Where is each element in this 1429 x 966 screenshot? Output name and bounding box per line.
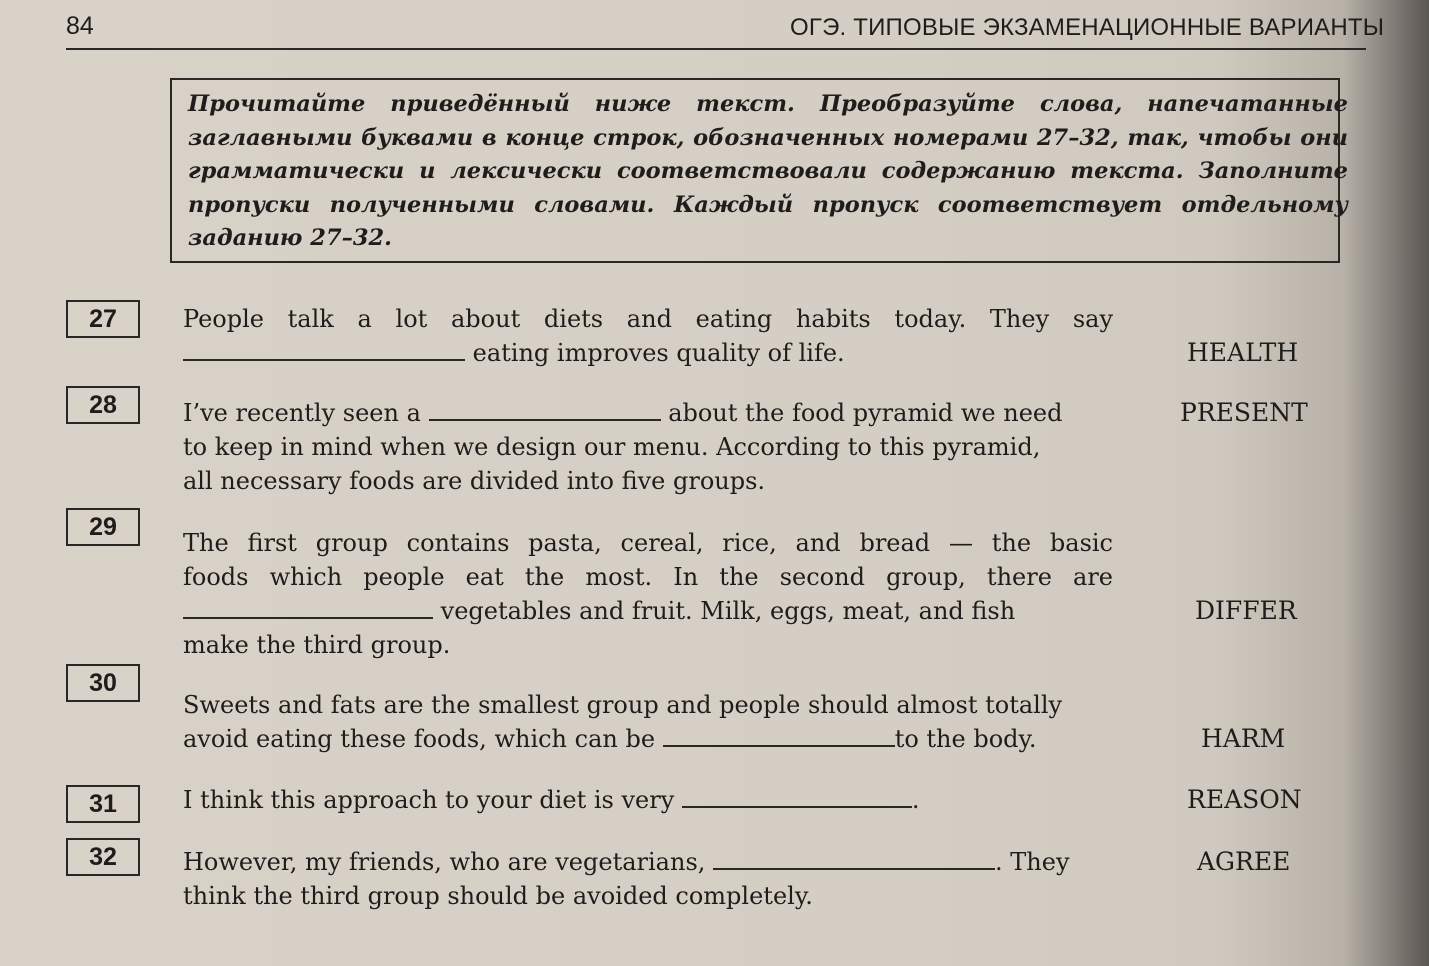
task-30-number: 30: [66, 664, 140, 702]
task-32-line-2: think the third group should be avoided completely.: [183, 882, 813, 910]
task-28-blank[interactable]: [429, 397, 661, 421]
task-31-line-1: [183, 783, 920, 817]
task-30-keyword: HARM: [1201, 724, 1286, 753]
instructions-text: Прочитайте приведённый ниже текст. Преобразуйте слова, напечатанные заглавными буквами в конце строк, обозначенных номерами 27–32, так, чтобы они грамматически и лексически соответствовали содержанию текста. Заполните пропуски полученными словами. Каждый пропуск соответствует отдельному заданию 27–32.: [188, 91, 1348, 251]
task-29-line-3: [183, 594, 1015, 628]
task-27-text: eating improves quality of life.: [472, 339, 845, 367]
task-28-line-1: [183, 396, 1062, 430]
task-32-text-before: However, my friends, who are vegetarians,: [183, 848, 706, 876]
task-29-text: vegetables and fruit. Milk, eggs, meat, and fish: [440, 597, 1016, 625]
task-28-text-before: I’ve recently seen a: [183, 399, 421, 427]
task-30-blank[interactable]: [663, 723, 895, 747]
task-29-line-4: make the third group.: [183, 631, 451, 659]
task-27-keyword: HEALTH: [1187, 338, 1299, 367]
task-31-number: 31: [66, 785, 140, 823]
task-31-keyword: REASON: [1187, 785, 1302, 814]
task-28-text-after: about the food pyramid we need: [668, 399, 1063, 427]
task-32-blank[interactable]: [713, 846, 995, 870]
task-28-number: 28: [66, 386, 140, 424]
task-29-number: 29: [66, 508, 140, 546]
task-32-number: 32: [66, 838, 140, 876]
task-29-line-2: foods which people eat the most. In the second group, there are: [183, 563, 1113, 591]
page-number: 84: [66, 12, 94, 40]
task-31-text-after: .: [911, 786, 920, 814]
task-29-keyword: DIFFER: [1195, 596, 1297, 625]
task-29-line-1: The first group contains pasta, cereal, rice, and bread — the basic: [183, 529, 1113, 557]
task-27-number: 27: [66, 300, 140, 338]
header-rule: [66, 48, 1366, 50]
task-31-blank[interactable]: [682, 784, 912, 808]
task-32-keyword: AGREE: [1197, 847, 1291, 876]
task-27-blank[interactable]: [183, 337, 465, 361]
task-30-line-1: Sweets and fats are the smallest group and people should almost totally: [183, 691, 1063, 719]
task-32-text-after: . They: [995, 848, 1070, 876]
task-30-text-before: avoid eating these foods, which can be: [183, 725, 656, 753]
task-27-line-2: [183, 336, 845, 370]
task-32-line-1: [183, 845, 1070, 879]
task-27-line-1: People talk a lot about diets and eating habits today. They say: [183, 305, 1113, 333]
task-31-text-before: I think this approach to your diet is very: [183, 786, 675, 814]
task-30-line-2: [183, 722, 1037, 756]
task-28-keyword: PRESENT: [1180, 398, 1308, 427]
task-28-line-3: all necessary foods are divided into five groups.: [183, 467, 766, 495]
task-28-line-2: to keep in mind when we design our menu. According to this pyramid,: [183, 433, 1041, 461]
running-title: ОГЭ. ТИПОВЫЕ ЭКЗАМЕНАЦИОННЫЕ ВАРИАНТЫ: [790, 14, 1385, 41]
task-29-blank[interactable]: [183, 595, 433, 619]
task-30-text-after: to the body.: [894, 725, 1037, 753]
